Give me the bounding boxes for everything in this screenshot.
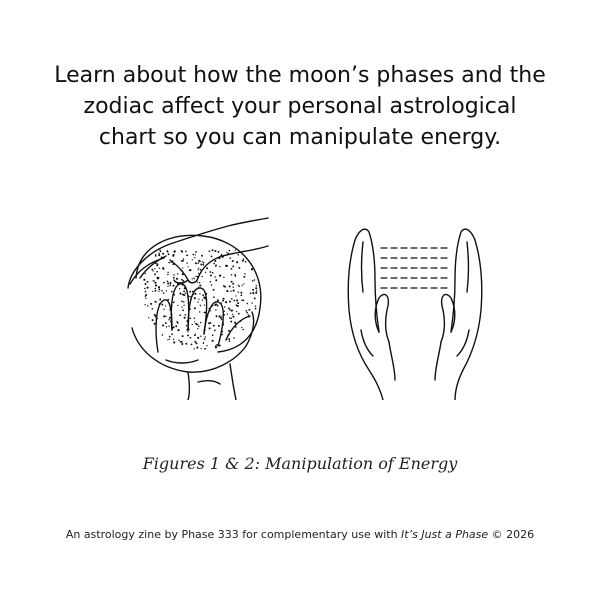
headline	[40, 60, 560, 153]
footer-credit	[0, 528, 600, 541]
footer-book-title: It’s Just a Phase	[401, 528, 489, 541]
footer-prefix: An astrology zine by Phase 333 for complementary use with	[65, 528, 402, 541]
headline-line-1: Learn about how the moon’s phases and the	[54, 63, 546, 88]
figure-2-hands-with-energy-lines	[335, 200, 495, 400]
footer-suffix: © 2026	[488, 528, 535, 541]
left-hand	[348, 229, 395, 400]
energy-sphere	[136, 235, 261, 352]
energy-lines	[381, 248, 449, 288]
top-hand	[128, 218, 268, 288]
bottom-hand	[132, 284, 254, 400]
right-hand	[435, 229, 482, 400]
figures-area	[0, 200, 600, 410]
headline-line-3: chart so you can manipulate energy.	[98, 125, 502, 150]
figure-1-hands-holding-sphere	[118, 200, 278, 400]
figure-caption: Figures 1 & 2: Manipulation of Energy	[142, 454, 458, 473]
headline-line-2: zodiac affect your personal astrological	[83, 94, 517, 119]
